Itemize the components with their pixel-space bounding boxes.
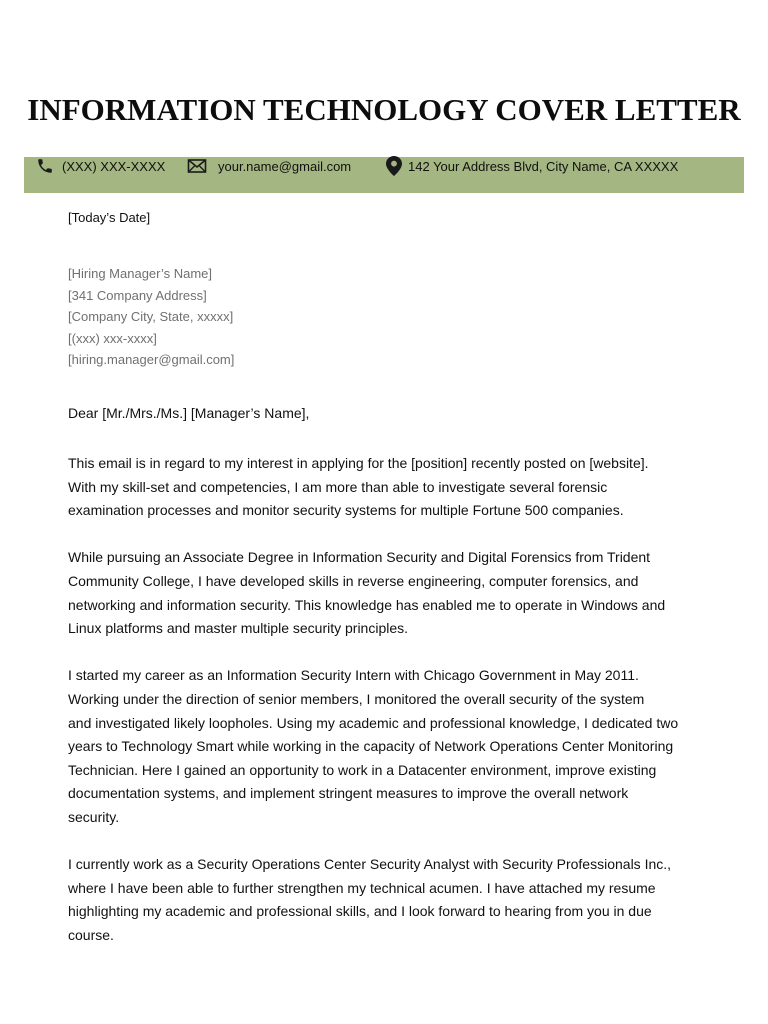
contact-email xyxy=(187,156,351,176)
text-line: documentation systems, and implement stringent measures to improve the overall network xyxy=(68,785,629,802)
text-line: Technician. Here I gained an opportunity to work in a Datacenter environment, improve existing xyxy=(68,761,657,778)
letter-date: [Today’s Date] xyxy=(68,210,151,225)
text-line: While pursuing an Associate Degree in Information Security and Digital Forensics from Trident xyxy=(68,549,651,566)
recipient-block xyxy=(68,263,234,371)
text-line: years to Technology Smart while working in the capacity of Network Operations Center Monitoring xyxy=(68,738,674,755)
paragraph-3 xyxy=(68,664,708,829)
letter-body xyxy=(68,452,708,971)
recipient-email: [hiring.manager@gmail.com] xyxy=(68,352,235,367)
phone-text: (XXX) XXX-XXXX xyxy=(62,158,166,174)
envelope-icon xyxy=(187,158,207,174)
contact-phone xyxy=(36,156,165,176)
email-text: your.name@gmail.com xyxy=(218,158,352,174)
text-line: I started my career as an Information Security Intern with Chicago Government in May 2011. xyxy=(68,667,639,684)
text-line: With my skill-set and competencies, I am more than able to investigate several forensic xyxy=(68,478,608,495)
phone-icon xyxy=(36,157,54,175)
recipient-city: [Company City, State, xxxxx] xyxy=(68,309,234,324)
text-line: and investigated likely loopholes. Using my academic and professional knowledge, I dedicated two xyxy=(68,714,679,731)
paragraph-2 xyxy=(68,546,708,640)
text-line: course. xyxy=(68,926,114,943)
text-line: highlighting my academic and professional skills, and I look forward to hearing from you in due xyxy=(68,903,652,920)
recipient-name: [Hiring Manager’s Name] xyxy=(68,266,213,281)
text-line: Working under the direction of senior members, I monitored the overall security of the system xyxy=(68,690,645,707)
text-line: security. xyxy=(68,808,120,825)
recipient-address: [341 Company Address] xyxy=(68,287,207,303)
contact-bar xyxy=(24,157,744,193)
map-pin-icon xyxy=(386,156,402,176)
contact-address xyxy=(386,156,678,176)
page-title: INFORMATION TECHNOLOGY COVER LETTER xyxy=(27,92,741,127)
text-line: Community College, I have developed skills in reverse engineering, computer forensics, and xyxy=(68,572,639,589)
text-line: This email is in regard to my interest in applying for the [position] recently posted on [website]. xyxy=(68,455,649,471)
recipient-phone: [(xxx) xxx-xxxx] xyxy=(68,330,157,346)
text-line: networking and information security. This knowledge has enabled me to operate in Windows and xyxy=(68,596,666,613)
text-line: I currently work as a Security Operations Center Security Analyst with Security Professionals Inc., xyxy=(68,856,672,873)
address-text: 142 Your Address Blvd, City Name, CA XXXXX xyxy=(408,158,679,174)
text-line: where I have been able to further strengthen my technical acumen. I have attached my resume xyxy=(68,879,656,896)
text-line: Linux platforms and master multiple security principles. xyxy=(68,620,409,637)
paragraph-4 xyxy=(68,853,708,947)
salutation: Dear [Mr./Mrs./Ms.] [Manager’s Name], xyxy=(68,405,310,421)
paragraph-1 xyxy=(68,452,708,523)
text-line: examination processes and monitor security systems for multiple Fortune 500 companies. xyxy=(68,502,624,519)
